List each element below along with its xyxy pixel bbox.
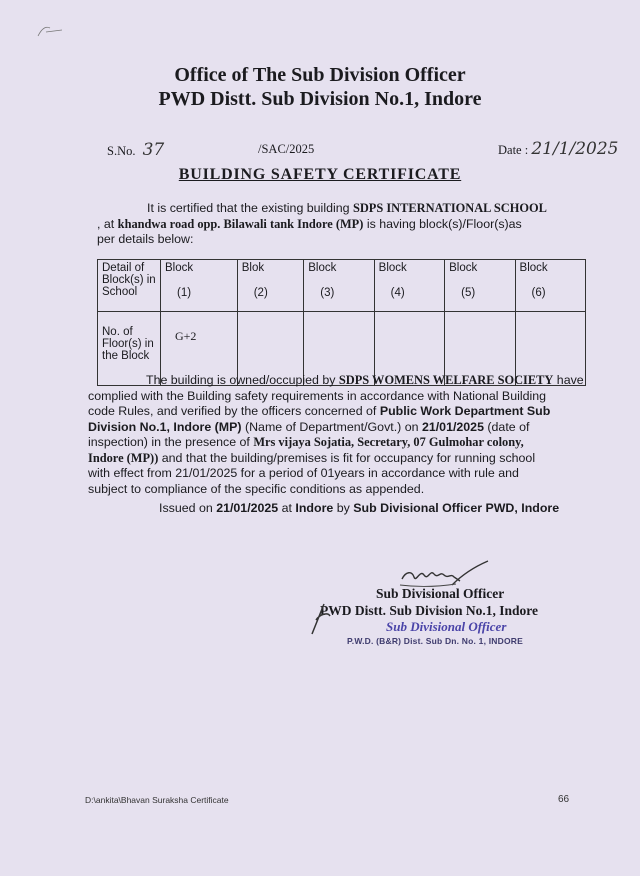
office-subtitle: PWD Distt. Sub Division No.1, Indore bbox=[158, 88, 482, 110]
certificate-title-text: BUILDING SAFETY CERTIFICATE bbox=[178, 166, 462, 183]
school-address: khandwa road opp. Bilawali tank Indore (MP) bbox=[117, 216, 364, 231]
block-name: Block bbox=[378, 262, 407, 274]
block-name: Blok bbox=[241, 262, 265, 274]
block-number: (4) bbox=[390, 287, 405, 299]
intro-text-2: , at bbox=[97, 216, 118, 231]
issued-line bbox=[159, 501, 559, 517]
person-present-cont: Indore (MP)) bbox=[88, 450, 159, 465]
signatory-office: PWD Distt. Sub Division No.1, Indore bbox=[320, 603, 539, 618]
block-number: (6) bbox=[531, 287, 546, 299]
block-name: Block bbox=[165, 262, 194, 274]
issued-text: by bbox=[333, 501, 354, 515]
department-name-cont: Division No.1, Indore (MP) bbox=[88, 419, 242, 434]
serial-value: 37 bbox=[142, 140, 165, 160]
block-name: Block bbox=[519, 262, 548, 274]
block-cell bbox=[374, 260, 444, 312]
date-field bbox=[498, 139, 619, 159]
body-text: have bbox=[553, 373, 584, 387]
intro-text-1: It is certified that the existing building bbox=[147, 201, 353, 215]
block-details-table bbox=[97, 259, 586, 386]
inspection-date: 21/01/2025 bbox=[421, 419, 484, 434]
issued-text: at bbox=[278, 501, 296, 515]
reference-number: /SAC/2025 bbox=[258, 142, 315, 156]
table-row bbox=[98, 260, 586, 312]
body-text: (date of bbox=[483, 419, 530, 434]
issuing-authority: Sub Divisional Officer PWD, Indore bbox=[353, 501, 560, 515]
intro-text-4: per details below: bbox=[97, 232, 194, 246]
initial-mark bbox=[310, 600, 332, 636]
row-label-floors: No. of Floor(s) in the Block bbox=[98, 312, 161, 386]
society-name: SDPS WOMENS WELFARE SOCIETY bbox=[338, 373, 554, 387]
body-text: The building is owned/occupied by bbox=[146, 373, 339, 387]
block-cell bbox=[161, 260, 238, 312]
block-name: Block bbox=[449, 262, 478, 274]
certificate-title bbox=[0, 166, 640, 184]
block-cell bbox=[445, 260, 515, 312]
body-text: and that the building/premises is fit for occupancy for running school bbox=[158, 450, 536, 465]
stamp-office: P.W.D. (B&R) Dist. Sub Dn. No. 1, INDORE bbox=[347, 636, 523, 646]
block-cell bbox=[304, 260, 374, 312]
block-number: (3) bbox=[320, 287, 335, 299]
body-text: inspection) in the presence of bbox=[88, 435, 254, 449]
row-label-blocks: Detail of Block(s) in School bbox=[98, 260, 161, 312]
intro-text-3: is having block(s)/Floor(s)as bbox=[363, 216, 522, 231]
body-text: with effect from 21/01/2025 for a period of 01years in accordance with rule and bbox=[88, 466, 519, 480]
file-path: D:\ankita\Bhavan Suraksha Certificate bbox=[85, 795, 229, 805]
intro-paragraph bbox=[97, 201, 592, 248]
certification-body bbox=[88, 373, 593, 497]
block-name: Block bbox=[308, 262, 337, 274]
block-number: (5) bbox=[461, 287, 476, 299]
issued-text: Issued on bbox=[159, 501, 217, 515]
block-number: (1) bbox=[177, 287, 192, 299]
block-number: (2) bbox=[253, 287, 268, 299]
body-text: complied with the Building safety requirements in accordance with National Building bbox=[88, 388, 547, 403]
serial-label: S.No. bbox=[107, 144, 136, 158]
signatory-title: Sub Divisional Officer bbox=[376, 586, 505, 601]
issued-place: Indore bbox=[295, 501, 334, 515]
body-text: (Name of Department/Govt.) on bbox=[241, 419, 422, 434]
floor-cell: G+2 bbox=[161, 312, 238, 386]
body-text: code Rules, and verified by the officers concerned of bbox=[88, 404, 380, 418]
serial-number bbox=[107, 140, 164, 160]
body-text: subject to compliance of the specific conditions as appended. bbox=[88, 481, 425, 496]
department-name: Public Work Department Sub bbox=[379, 404, 551, 418]
date-value: 21/1/2025 bbox=[531, 139, 619, 159]
issued-date: 21/01/2025 bbox=[216, 501, 279, 515]
page-number: 66 bbox=[558, 794, 570, 805]
date-label: Date : bbox=[498, 143, 529, 157]
corner-mark bbox=[36, 18, 66, 42]
person-present: Mrs vijaya Sojatia, Secretary, 07 Gulmohar colony, bbox=[253, 435, 524, 449]
block-cell bbox=[237, 260, 304, 312]
block-cell bbox=[515, 260, 585, 312]
school-name: SDPS INTERNATIONAL SCHOOL bbox=[352, 201, 547, 215]
office-title: Office of The Sub Division Officer bbox=[174, 64, 466, 86]
stamp-title: Sub Divisional Officer bbox=[386, 619, 507, 634]
